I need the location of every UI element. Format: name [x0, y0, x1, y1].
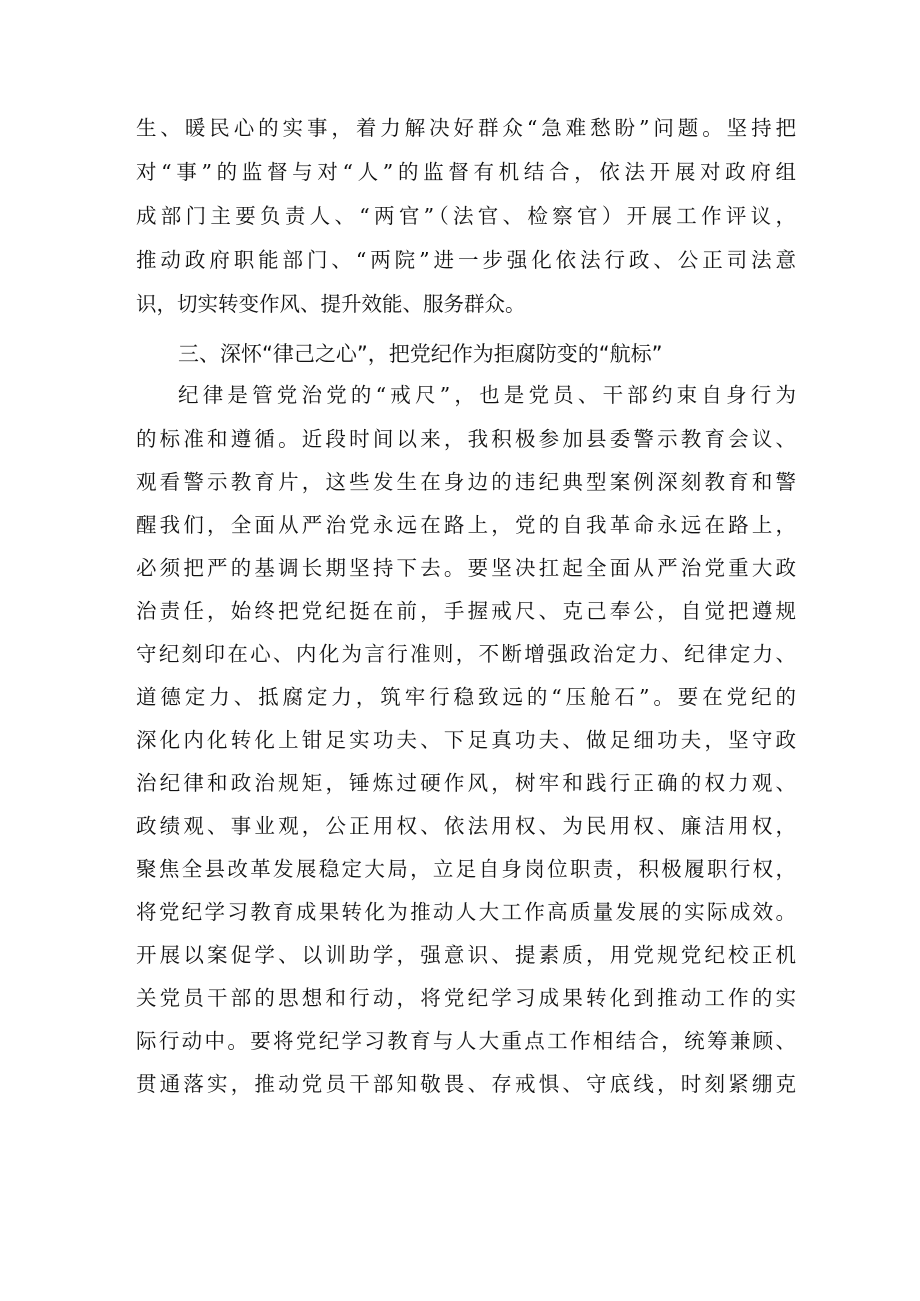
paragraph-line: 纪律是管党治党的“戒尺”，也是党员、干部约束自身行为	[178, 383, 796, 407]
paragraph-line: 生、暖民心的实事，着力解决好群众“急难愁盼”问题。坚持把	[136, 116, 796, 140]
paragraph-line: 深化内化转化上钳足实功夫、下足真功夫、做足细功夫，坚守政	[136, 728, 796, 752]
paragraph-line: 观看警示教育片，这些发生在身边的违纪典型案例深刻教育和警	[136, 470, 796, 494]
paragraph-line: 关党员干部的思想和行动，将党纪学习成果转化到推动工作的实	[136, 986, 796, 1010]
paragraph-line: 成部门主要负责人、“两官”（法官、检察官）开展工作评议，	[136, 204, 796, 228]
paragraph-line: 治责任，始终把党纪挺在前，手握戒尺、克己奉公，自觉把遵规	[136, 599, 796, 623]
paragraph-line: 对“事”的监督与对“人”的监督有机结合，依法开展对政府组	[136, 160, 796, 184]
paragraph-line: 识，切实转变作风、提升效能、服务群众。	[136, 292, 526, 316]
paragraph-line: 推动政府职能部门、“两院”进一步强化依法行政、公正司法意	[136, 248, 796, 272]
paragraph-line: 贯通落实，推动党员干部知敬畏、存戒惧、守底线，时刻紧绷克	[136, 1072, 796, 1096]
paragraph-line: 开展以案促学、以训助学，强意识、提素质，用党规党纪校正机	[136, 943, 796, 967]
paragraph-line: 必须把严的基调长期坚持下去。要坚决扛起全面从严治党重大政	[136, 556, 796, 580]
paragraph-line: 政绩观、事业观，公正用权、依法用权、为民用权、廉洁用权，	[136, 814, 796, 838]
section-heading: 三、深怀“律己之心”，把党纪作为拒腐防变的“航标”	[178, 342, 663, 366]
paragraph-line: 将党纪学习教育成果转化为推动人大工作高质量发展的实际成效。	[136, 900, 796, 924]
paragraph-line: 聚焦全县改革发展稳定大局，立足自身岗位职责，积极履职行权，	[136, 857, 796, 881]
paragraph-line: 的标准和遵循。近段时间以来，我积极参加县委警示教育会议、	[136, 427, 796, 451]
paragraph-line: 治纪律和政治规矩，锤炼过硬作风，树牢和践行正确的权力观、	[136, 771, 796, 795]
paragraph-line: 际行动中。要将党纪学习教育与人大重点工作相结合，统筹兼顾、	[136, 1029, 796, 1053]
paragraph-line: 道德定力、抵腐定力，筑牢行稳致远的“压舱石”。要在党纪的	[136, 685, 796, 709]
paragraph-line: 醒我们，全面从严治党永远在路上，党的自我革命永远在路上，	[136, 513, 796, 537]
paragraph-line: 守纪刻印在心、内化为言行准则，不断增强政治定力、纪律定力、	[136, 642, 796, 666]
